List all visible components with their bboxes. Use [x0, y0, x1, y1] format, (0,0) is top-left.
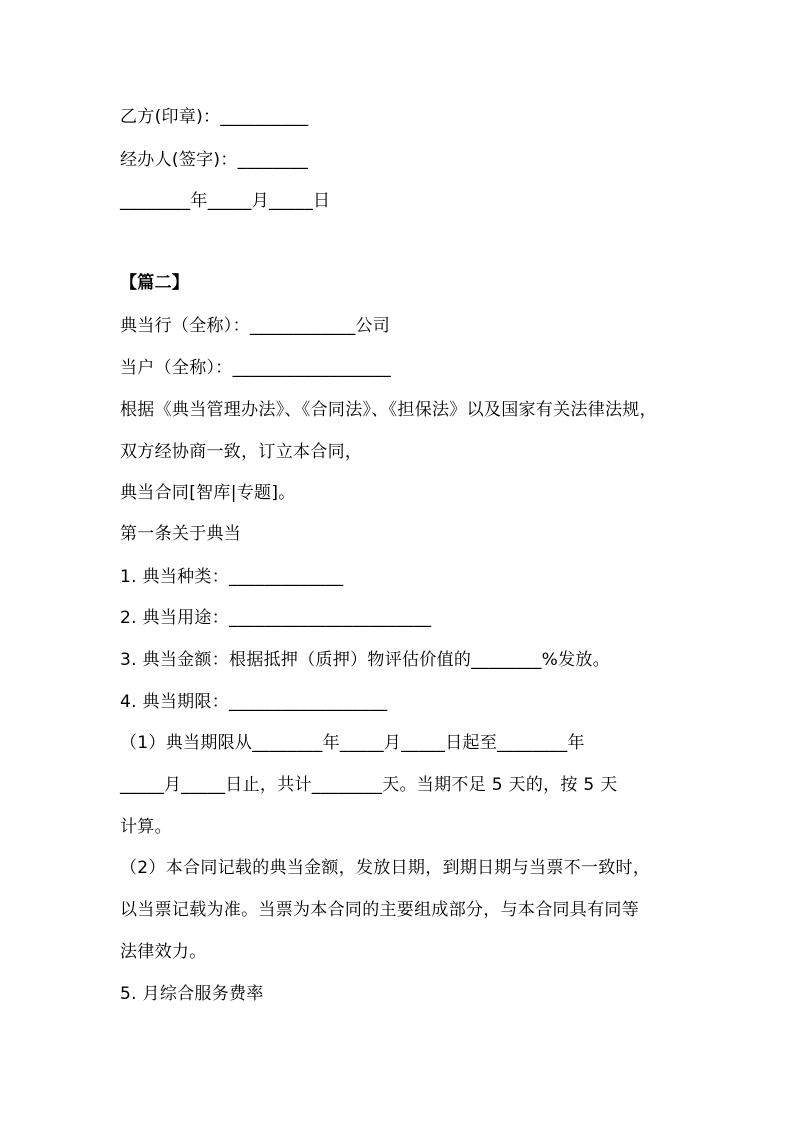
- item-monthly-service-rate: 5. 月综合服务费率: [120, 984, 264, 1004]
- item-pawn-amount: 3. 典当金额：根据抵押（质押）物评估价值的________%发放。: [120, 650, 610, 670]
- item-pawn-usage: 2. 典当用途：_______________________: [120, 608, 432, 628]
- item-pawn-term: 4. 典当期限：__________________: [120, 692, 388, 712]
- term-clause-2-line-3: 法律效力。: [120, 942, 207, 962]
- legal-basis-line-1: 根据《典当管理办法》、《合同法》、《担保法》以及国家有关法律法规，: [120, 400, 657, 420]
- term-clause-2-line-2: 以当票记载为准。当票为本合同的主要组成部分，与本合同具有同等: [120, 900, 639, 920]
- pawner-name-line: 当户（全称）：__________________: [120, 358, 391, 378]
- pawnshop-name-line: 典当行（全称）：____________公司: [120, 316, 391, 336]
- article-one-heading: 第一条关于典当: [120, 524, 242, 544]
- term-clause-1-line-2: _____月_____日止，共计________天。当期不足 5 天的，按 5 天: [120, 775, 618, 795]
- item-pawn-type: 1. 典当种类：_____________: [120, 567, 344, 587]
- term-clause-1-line-1: （1）典当期限从________年_____月_____日起至________年: [120, 733, 585, 753]
- term-clause-2-line-1: （2）本合同记载的典当金额，发放日期，到期日期与当票不一致时，: [120, 858, 651, 878]
- handler-signature-line: 经办人(签字)：________: [120, 150, 309, 170]
- date-line: ________年_____月_____日: [120, 191, 331, 211]
- term-clause-1-line-3: 计算。: [120, 817, 172, 837]
- section-heading: 【篇二】: [120, 273, 190, 293]
- contract-title-line: 典当合同[智库|专题]。: [120, 483, 296, 503]
- party-b-seal-line: 乙方(印章)：__________: [120, 107, 309, 127]
- legal-basis-line-2: 双方经协商一致，订立本合同，: [120, 442, 363, 462]
